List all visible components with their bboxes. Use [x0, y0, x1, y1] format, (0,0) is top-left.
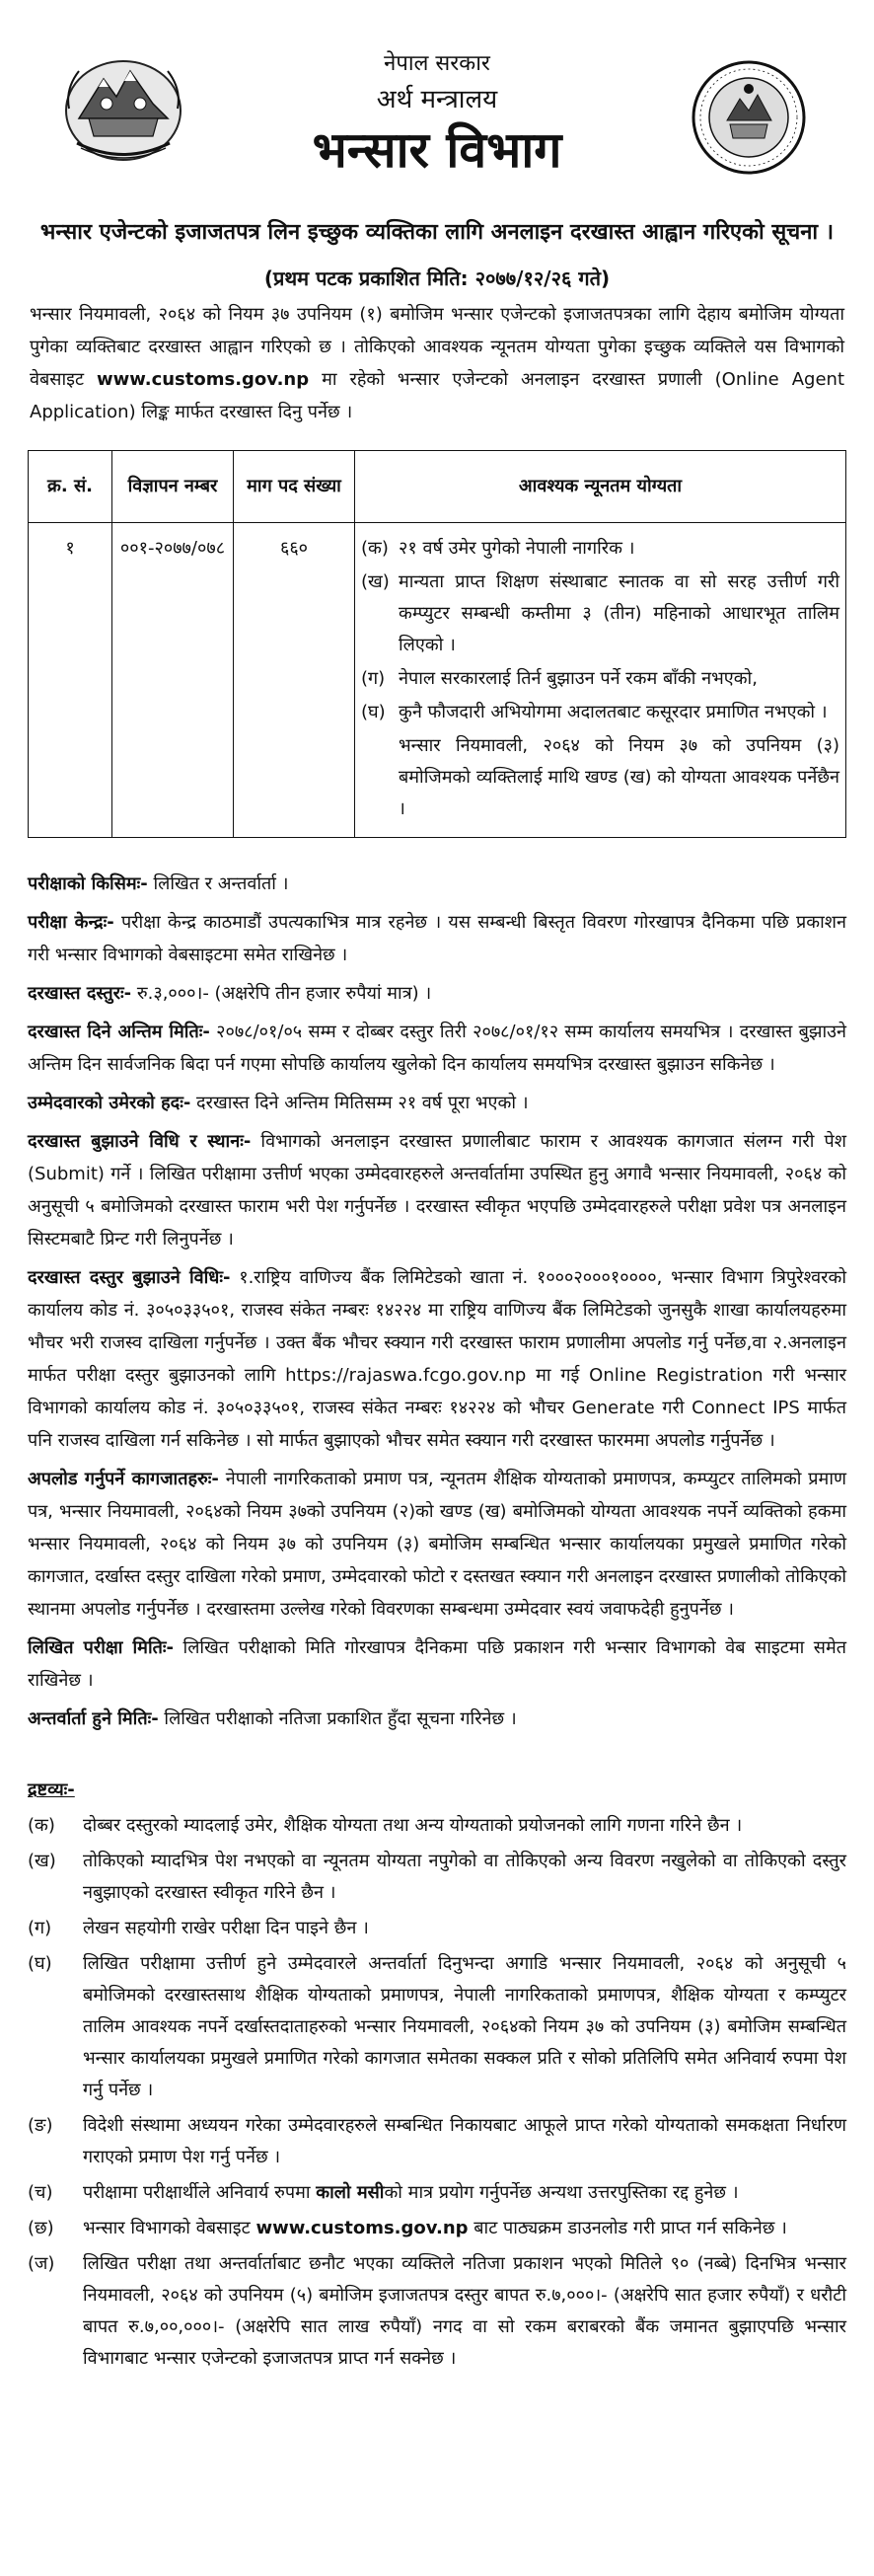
qualification-mark [361, 730, 399, 825]
note-mark: (घ) [28, 1953, 52, 1974]
intro-paragraph [28, 298, 846, 428]
qualification-text: २१ वर्ष उमेर पुगेको नेपाली नागरिक । [399, 538, 635, 559]
notes-section [28, 1775, 846, 2375]
note-text-a: भन्सार विभागको वेबसाइट [83, 2218, 256, 2238]
section-label: परीक्षा केन्द्रः- [28, 912, 114, 933]
section-exam-type [28, 868, 846, 900]
section-label: उम्मेदवारको उमेरको हदः- [28, 1093, 191, 1113]
note-mark: (ज) [28, 2253, 55, 2274]
cell-post-count: ६६० [234, 523, 355, 838]
cell-advertisement-number: ००१-२०७७/०७८ [112, 523, 234, 838]
note-text-a: परीक्षामा परीक्षार्थीले अनिवार्य रुपमा [83, 2182, 317, 2203]
note-text [83, 2213, 846, 2244]
note-text: विदेशी संस्थामा अध्ययन गरेका उम्मेदवारहरुले सम्बन्धित निकायबाट आफूले प्राप्त गरेको योग्यताको समकक्षता निर्धारण गराएको प्रमाण पेश गर्नु पर्नेछ । [83, 2115, 846, 2167]
customs-website-link[interactable]: www.customs.gov.np [255, 2218, 469, 2238]
section-label: दरखास्त दस्तुरः- [28, 983, 132, 1004]
qualification-item [361, 567, 839, 661]
note-item [28, 1948, 846, 2106]
note-item [28, 1810, 846, 1842]
notice-title: भन्सार एजेन्टको इजाजतपत्र लिन इच्छुक व्यक्तिका लागि अनलाइन दरखास्त आह्वान गरिएको सूचना । [39, 220, 835, 245]
nepal-customs-seal-icon [691, 59, 807, 176]
section-label: परीक्षाको किसिमः- [28, 873, 148, 894]
header-minimum-qualification: आवश्यक न्यूनतम योग्यता [355, 451, 846, 523]
note-mark: (क) [28, 1815, 55, 1836]
qualification-mark: (ग) [361, 668, 386, 689]
note-text: दोब्बर दस्तुरको म्यादलाई उमेर, शैक्षिक योग्यता तथा अन्य योग्यताको प्रयोजनको लागि गणना गरिने छैन । [83, 1815, 743, 1836]
section-deadline [28, 1016, 846, 1081]
section-interview-date [28, 1703, 846, 1735]
department-name: भन्सार विभाग [312, 120, 562, 179]
qualification-table [28, 450, 846, 838]
section-label: दरखास्त दस्तुर बुझाउने विधिः- [28, 1267, 231, 1288]
note-item [28, 2110, 846, 2173]
notice-sections [28, 868, 846, 1735]
cell-qualifications [355, 523, 846, 838]
intro-text-b: मा रहेको भन्सार एजेन्टको अनलाइन दरखास्त प्रणाली (Online Agent Application) लिङ्क मार्फत दरखास्त दिनु पर्नेछ । [30, 369, 844, 422]
cell-serial: १ [29, 523, 112, 838]
note-item [28, 2213, 846, 2244]
note-text: तोकिएको म्यादभित्र पेश नभएको वा न्यूनतम योग्यता नपुगेको वा तोकिएको अन्य विवरण नखुलेको वा तोकिएको दस्तुर नबुझाएको दरखास्त स्वीकृत गरिने छैन । [83, 1851, 846, 1903]
qualification-item [361, 697, 839, 728]
qualification-text: नेपाल सरकारलाई तिर्न बुझाउन पर्ने रकम बाँकी नभएको, [399, 668, 758, 689]
section-text: नेपाली नागरिकताको प्रमाण पत्र, न्यूनतम शैक्षिक योग्यताको प्रमाणपत्र, कम्प्युटर तालिमको प्रमाण पत्र, भन्सार नियमावली, २०६४को नियम ३७को उपनियम (२)को खण्ड (ख) बमोजिमको योग्यता आवश्यक नपर्ने व्यक्तिको हकमा भन्सार नियमावली, २०६४ को नियम ३७ को उपनियम (३) बमोजिम सम्बन्धित भन्सार कार्यालयका प्रमुखले प्रमाणित गरेको कागजात, दर्खास्त दस्तुर दाखिला गरेको प्रमाण, उम्मेदवारको फोटो र दस्तखत स्क्यान गरी अनलाइन दरखास्त प्रणालीको तोकिएको स्थानमा अपलोड गर्नुपर्नेछ । दरखास्तमा उल्लेख गरेको विवरणका सम्बन्धमा उम्मेदवार स्वयं जवाफदेही हुनुपर्नेछ । [28, 1469, 846, 1620]
note-text: लिखित परीक्षामा उत्तीर्ण हुने उम्मेदवारले अन्तर्वार्ता दिनुभन्दा अगाडि भन्सार नियमावली, २०६४ को अनुसूची ५ बमोजिमको दरखास्तसाथ शैक्षिक योग्यताको प्रमाणपत्र, नेपाली नागरिकताको प्रमाणपत्र, शैक्षिक योग्यता र कम्प्युटर तालिम आवश्यक नपर्ने दर्खास्तदाताहरुको भन्सार नियमावली, २०६४को नियम ३७ को उपनियम (३) बमोजिम सम्बन्धित भन्सार कार्यालयका प्रमुखले प्रमाणित गरेको कागजात समेतका सक्कल प्रति र सोको प्रतिलिपि समेत अनिवार्य रुपमा पेश गर्नु पर्नेछ । [83, 1953, 846, 2100]
qualification-mark: (घ) [361, 702, 386, 722]
section-fee-payment-method [28, 1261, 846, 1457]
ministry-name: अर्थ मन्त्रालय [376, 85, 498, 114]
note-text: लिखित परीक्षा तथा अन्तर्वार्ताबाट छनौट भएका व्यक्तिले नतिजा प्रकाशन भएको मितिले ९० (नब्बे) दिनभित्र भन्सार नियमावली, २०६४ को उपनियम (५) बमोजिम इजाजतपत्र दस्तुर बापत रु.७,०००।- (अक्षरेपि सात हजार रुपैयाँ) र धरौटी बापत रु.७,००,०००।- (अक्षरेपि सात लाख रुपैयाँ) नगद वा सो रकम बराबरको बैंक जमानत बुझाएपछि भन्सार विभागबाट भन्सार एजेन्टको इजाजतपत्र प्राप्त गर्न सक्नेछ । [83, 2253, 846, 2369]
note-item [28, 1913, 846, 1944]
section-text: विभागको अनलाइन दरखास्त प्रणालीबाट फाराम र आवश्यक कागजात संलग्न गरी पेश (Submit) गर्ने । लिखित परीक्षामा उत्तीर्ण भएका उम्मेदवारहरुले अन्तर्वार्तामा उपस्थित हुनु अगावै भन्सार नियमावली, २०६४ को अनुसूची ५ बमोजिमको दरखास्त फाराम भरी पेश गर्नुपर्नेछ । दरखास्त स्वीकृत भएपछि उम्मेदवारहरुले परीक्षा प्रवेश पत्र अनलाइन सिस्टमबाटै प्रिन्ट गरी लिनुपर्नेछ । [28, 1131, 847, 1250]
note-bold-black-ink: कालो मसी [316, 2182, 385, 2203]
section-label: अपलोड गर्नुपर्ने कागजातहरुः- [28, 1469, 219, 1489]
section-submission-method [28, 1125, 846, 1255]
section-upload-documents [28, 1463, 846, 1626]
note-item [28, 2248, 846, 2375]
publication-date: (प्रथम पटक प्रकाशित मिति: २०७७/१२/२६ गते) [263, 266, 611, 290]
qualification-mark: (ख) [361, 571, 390, 592]
note-text [83, 2177, 846, 2209]
qualification-text: भन्सार नियमावली, २०६४ को नियम ३७ को उपनियम (३) बमोजिमको व्यक्तिलाई माथि खण्ड (ख) को योग्यता आवश्यक पर्नेछैन । [399, 735, 839, 819]
qualification-item [361, 730, 839, 825]
notes-title: द्रष्टव्यः- [28, 1780, 75, 1800]
qualification-mark: (क) [361, 538, 389, 559]
section-written-exam-date [28, 1631, 846, 1697]
note-text-b: को मात्र प्रयोग गर्नुपर्नेछ अन्यथा उत्तरपुस्तिका रद्द हुनेछ । [384, 2182, 739, 2203]
table-row [29, 523, 846, 838]
qualification-item [361, 663, 839, 695]
table-header-row [29, 451, 846, 523]
section-text: लिखित परीक्षाको मिति गोरखापत्र दैनिकमा पछि प्रकाशन गरी भन्सार विभागको वेब साइटमा समेत राखिनेछ । [28, 1637, 846, 1691]
qualification-item [361, 533, 839, 565]
section-application-fee [28, 977, 846, 1010]
government-name: नेपाल सरकार [384, 51, 490, 76]
section-label: लिखित परीक्षा मितिः- [28, 1637, 174, 1658]
section-text: दरखास्त दिने अन्तिम मितिसम्म २१ वर्ष पूरा भएको । [190, 1093, 529, 1113]
section-text: रु.३,०००।- (अक्षरेपि तीन हजार रुपैयां मात्र) । [131, 983, 432, 1004]
note-item [28, 2177, 846, 2209]
section-age-limit [28, 1087, 846, 1119]
note-mark: (च) [28, 2182, 53, 2203]
section-text: लिखित र अन्तर्वार्ता । [147, 873, 289, 894]
qualification-text: कुनै फौजदारी अभियोगमा अदालतबाट कसूरदार प्रमाणित नभएको । [399, 702, 828, 722]
qualification-text: मान्यता प्राप्त शिक्षण संस्थाबाट स्नातक वा सो सरह उत्तीर्ण गरी कम्प्युटर सम्बन्धी कम्तीमा ३ (तीन) महिनाको आधारभूत तालिम लिएको । [399, 571, 839, 655]
section-label: दरखास्त बुझाउने विधि र स्थानः- [28, 1131, 252, 1152]
note-mark: (छ) [28, 2218, 54, 2238]
customs-website-link[interactable]: www.customs.gov.np [97, 369, 310, 390]
section-exam-center [28, 906, 846, 971]
note-mark: (ग) [28, 1918, 52, 1938]
section-label: अन्तर्वार्ता हुने मितिः- [28, 1708, 159, 1729]
header-post-count: माग पद संख्या [234, 451, 355, 523]
section-text: १.राष्ट्रिय वाणिज्य बैंक लिमिटेडको खाता नं. १०००२०००१००००, भन्सार विभाग त्रिपुरेश्वरको कार्यालय कोड नं. ३०५०३३५०१, राजस्व संकेत नम्बरः १४२२४ मा राष्ट्रिय वाणिज्य बैंक लिमिटेडको जुनसुकै शाखा कार्यालयहरुमा भौचर भरी राजस्व दाखिला गर्नुपर्नेछ । उक्त बैंक भौचर स्क्यान गरी दरखास्त फाराम प्रणालीमा अपलोड गर्नु पर्नेछ,वा २.अनलाइन मार्फत परीक्षा दस्तुर बुझाउनको लागि https://rajaswa.fcgo.gov.np मा गई Online Registration गरी भन्सार विभागको कार्यालय कोड नं. ३०५०३३५०१, राजस्व संकेत नम्बरः १४२२४ को भौचर Generate गरी Connect IPS मार्फत पनि राजस्व दाखिला गर्न सकिनेछ । सो मार्फत बुझाएको भौचर समेत स्क्यान गरी दरखास्त फारममा अपलोड गर्नुपर्नेछ । [28, 1267, 846, 1451]
note-item [28, 1846, 846, 1909]
section-text: लिखित परीक्षाको नतिजा प्रकाशित हुँदा सूचना गरिनेछ । [158, 1708, 517, 1729]
intro-text-a: भन्सार नियमावली, २०६४ को नियम ३७ उपनियम (१) बमोजिम भन्सार एजेन्टको इजाजतपत्रका लागि देहाय बमोजिम योग्यता पुगेका व्यक्तिबाट दरखास्त आह्वान गरिएको छ । तोकिएको आवश्यक न्यूनतम योग्यता पुगेका इच्छुक व्यक्तिले यस विभागको वेबसाइट [30, 304, 844, 390]
header-advertisement-number: विज्ञापन नम्बर [112, 451, 234, 523]
note-mark: (ख) [28, 1851, 56, 1871]
header-serial: क्र. सं. [29, 451, 112, 523]
section-text: परीक्षा केन्द्र काठमाडौं उपत्यकाभित्र मात्र रहनेछ । यस सम्बन्धी बिस्तृत विवरण गोरखापत्र दैनिकमा पछि प्रकाशन गरी भन्सार विभागको वेबसाइटमा समेत राखिनेछ । [28, 912, 846, 965]
section-text: २०७८/०१/०५ सम्म र दोब्बर दस्तुर तिरी २०७८/०१/१२ सम्म कार्यालय समयभित्र । दरखास्त बुझाउने अन्तिम दिन सार्वजनिक बिदा पर्न गएमा सोपछि कार्यालय खुलेको दिन कार्यालय समयभित्र दरखास्त बुझाउन सकिनेछ । [28, 1022, 847, 1075]
note-mark: (ङ) [28, 2115, 53, 2136]
section-label: दरखास्त दिने अन्तिम मितिः- [28, 1022, 210, 1042]
note-text: लेखन सहयोगी राखेर परीक्षा दिन पाइने छैन । [83, 1918, 369, 1938]
note-text-b: बाट पाठ्यक्रम डाउनलोड गरी प्राप्त गर्न सकिनेछ । [468, 2218, 787, 2238]
letterhead [28, 39, 846, 207]
